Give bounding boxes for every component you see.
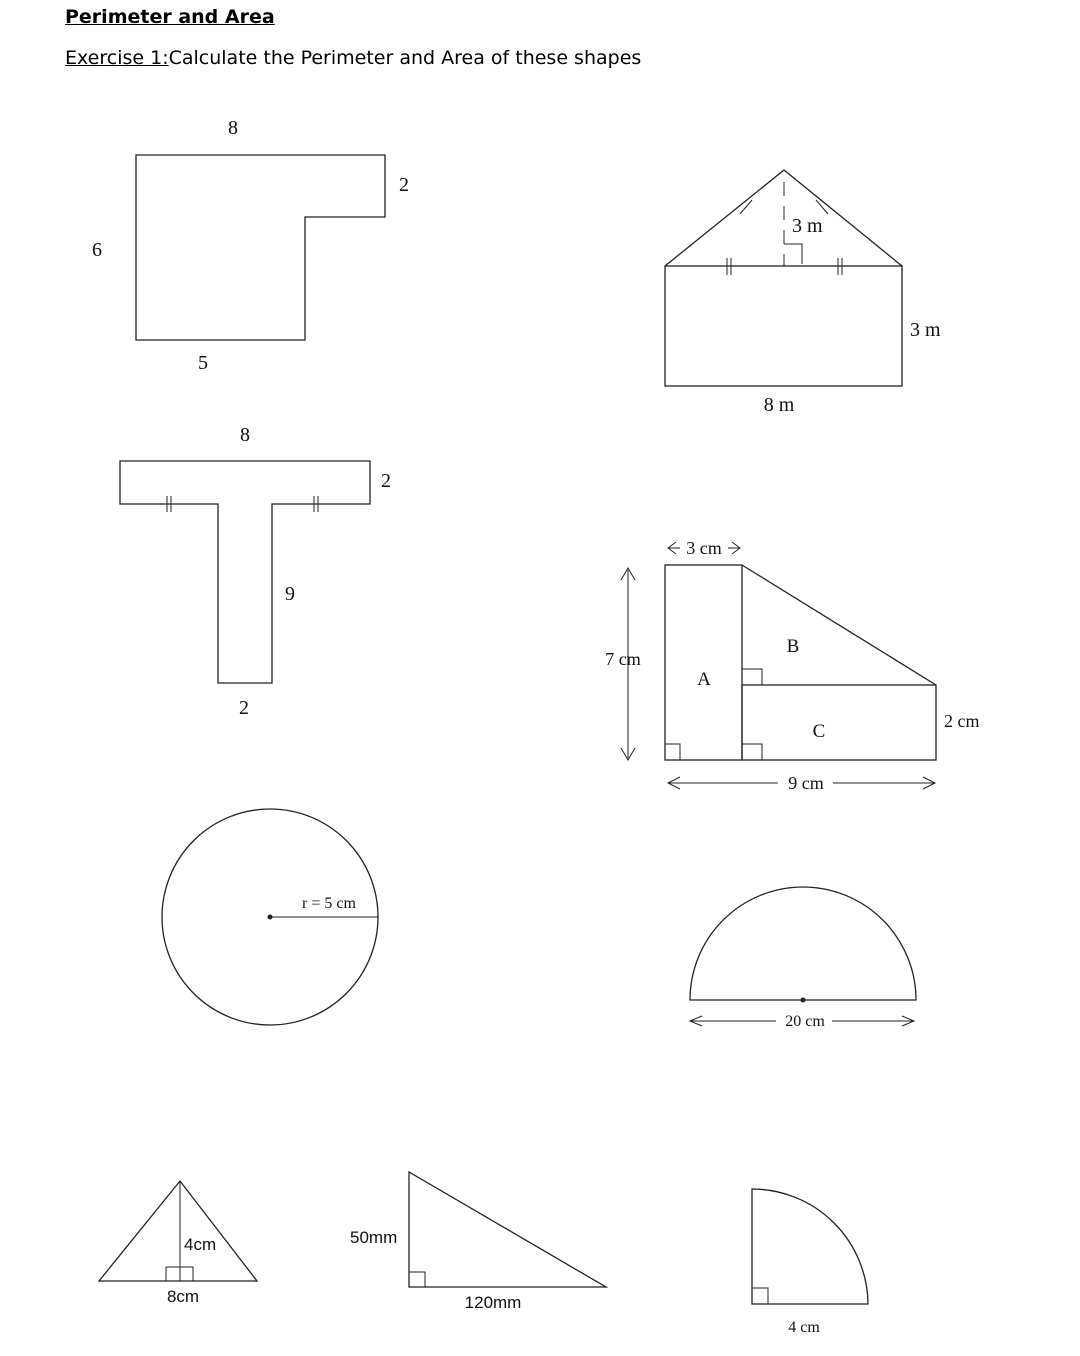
- house-width-label: 8 m: [763, 394, 795, 416]
- right-angle-mark: [784, 244, 802, 264]
- right-angle-mark: [665, 744, 680, 760]
- house-rectangle: [665, 266, 902, 386]
- l-shape-figure: [92, 117, 409, 374]
- t-shape-stem-height-label: 9: [285, 583, 295, 605]
- l-shape-outline: [136, 155, 385, 340]
- isosceles-triangle-outline: [99, 1181, 257, 1281]
- composite-right-height-label: 2 cm: [944, 711, 980, 731]
- region-c-label: C: [812, 721, 826, 742]
- isosceles-triangle-figure: [99, 1181, 257, 1306]
- semicircle-figure: [690, 887, 916, 1030]
- l-shape-notch-label: 2: [399, 174, 409, 196]
- exercise-label: Exercise 1:: [65, 47, 169, 69]
- instruction-text: Calculate the Perimeter and Area of these shapes: [168, 47, 642, 69]
- right-angle-mark: [409, 1272, 425, 1287]
- right-triangle-outline: [409, 1172, 606, 1287]
- right-angle-mark: [742, 669, 762, 685]
- circle-figure: [162, 809, 378, 1025]
- t-shape-flange-label: 2: [381, 470, 391, 492]
- t-shape-stem-width-label: 2: [239, 697, 249, 719]
- region-b-hypotenuse: [742, 565, 936, 685]
- region-b-label: B: [786, 636, 800, 657]
- region-a-rectangle: [665, 565, 742, 760]
- tick-mark: [740, 200, 752, 214]
- quarter-circle-outline: [752, 1189, 868, 1304]
- triangle-height-label: 4cm: [184, 1235, 217, 1254]
- right-angle-mark: [742, 744, 762, 760]
- circle-center: [268, 915, 273, 920]
- triangle-base-label: 8cm: [166, 1287, 200, 1306]
- composite-height-label: 7 cm: [605, 649, 641, 669]
- l-shape-left-label: 6: [92, 239, 102, 261]
- quarter-circle-figure: [752, 1189, 868, 1336]
- l-shape-top-label: 8: [228, 117, 238, 139]
- t-shape-top-label: 8: [240, 424, 250, 446]
- house-triangle-height-label: 3 m: [792, 215, 823, 237]
- composite-width-label: 9 cm: [788, 773, 824, 793]
- page-heading: Perimeter and Area: [65, 6, 275, 28]
- tick-mark: [816, 200, 828, 214]
- right-angle-mark: [752, 1288, 768, 1304]
- l-shape-bottom-label: 5: [198, 352, 208, 374]
- right-triangle-height-label: 50mm: [350, 1228, 398, 1247]
- house-height-label: 3 m: [910, 319, 941, 341]
- composite-top-width-label: 3 cm: [686, 538, 722, 558]
- region-c-rectangle: [742, 685, 936, 760]
- t-shape-figure: [120, 424, 391, 719]
- t-shape-outline: [120, 461, 370, 683]
- region-a-label: A: [697, 669, 711, 690]
- right-triangle-figure: [350, 1172, 606, 1312]
- composite-figure: [605, 538, 979, 793]
- semicircle-diameter-label: 20 cm: [785, 1013, 825, 1030]
- house-figure: [665, 170, 941, 416]
- right-triangle-base-label: 120mm: [464, 1293, 522, 1312]
- quarter-circle-radius-label: 4 cm: [788, 1319, 820, 1336]
- circle-radius-label: r = 5 cm: [302, 895, 356, 912]
- semicircle-outline: [690, 887, 916, 1000]
- semicircle-center: [801, 998, 806, 1003]
